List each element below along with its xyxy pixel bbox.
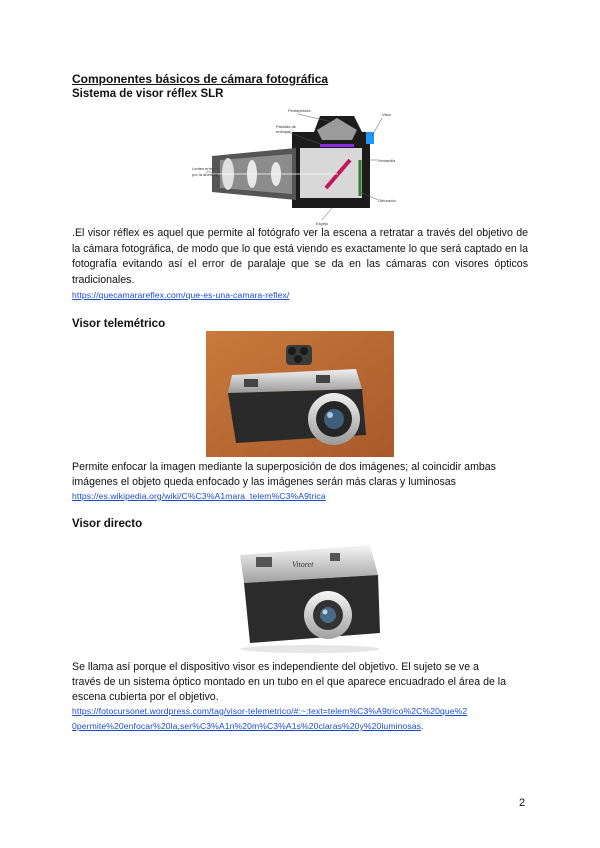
section-heading-direct: Visor directo xyxy=(72,518,143,530)
rangefinder-paragraph-line1: Permite enfocar la imagen mediante la superposición de dos imágenes; al coincidir ambas xyxy=(72,461,496,473)
svg-text:Pantalla de: Pantalla de xyxy=(276,124,297,129)
direct-viewfinder-camera-photo xyxy=(230,531,390,655)
svg-text:Ventanilla: Ventanilla xyxy=(378,158,396,163)
page-number: 2 xyxy=(519,797,526,809)
rangefinder-camera-photo xyxy=(206,331,394,457)
page-title: Componentes básicos de cámara fotográfica xyxy=(72,72,329,86)
direct-link-line2[interactable]: 0permite%20enfocar%20la,ser%C3%A1n%20m%C3%A1s%20claras%20y%20luminosas xyxy=(72,721,422,731)
svg-text:Lentes enfoc.: Lentes enfoc. xyxy=(192,166,217,171)
slr-link[interactable]: https://quecamarareflex.com/que-es-una-camara-reflex/ xyxy=(72,290,290,300)
svg-text:Obturador: Obturador xyxy=(378,198,397,203)
svg-text:enfoque: enfoque xyxy=(276,129,291,134)
svg-text:Espejo: Espejo xyxy=(316,221,329,226)
direct-link-line1[interactable]: https://fotocursonet.wordpress.com/tag/visor-telemetrico/#:~:text=telem%C3%A9trico%2C%20que%2 xyxy=(72,706,468,716)
svg-text:por la abertura: por la abertura xyxy=(192,172,219,177)
svg-text:Pentaprisma: Pentaprisma xyxy=(288,108,311,113)
link-trailing-period: . xyxy=(421,721,424,731)
rangefinder-paragraph-line2: imágenes el objeto queda enfocado y las imágenes serán más claras y luminosas xyxy=(72,476,456,488)
rangefinder-link[interactable]: https://es.wikipedia.org/wiki/C%C3%A1mara_telem%C3%A9trica xyxy=(72,491,326,501)
slr-diagram xyxy=(192,104,404,227)
direct-paragraph-line2: través de un sistema óptico montado en un tubo en el que aparece encuadrado el área de la xyxy=(72,676,507,688)
camera-brand-text: Vitoret xyxy=(292,560,314,569)
svg-text:Visor: Visor xyxy=(382,112,392,117)
direct-link-line2-wrapper xyxy=(72,721,423,731)
section-heading-rangefinder: Visor telemétrico xyxy=(72,318,166,330)
section-heading-slr: Sistema de visor réflex SLR xyxy=(72,88,224,100)
direct-paragraph-line3: escena cubierta por el objetivo. xyxy=(72,691,219,703)
direct-paragraph-line1: Se llama así porque el dispositivo visor es independiente del objetivo. El sujeto se ve a xyxy=(72,661,479,673)
slr-paragraph: .El visor réflex es aquel que permite al fotógrafo ver la escena a retratar a través del objetivo de la cámara fotográfica, de modo que lo que está viendo es exactamente lo que será captado en la fotografía evitando así el error de paralaje que se da en las cámaras con visores ópticos tradicionales. xyxy=(72,227,528,286)
